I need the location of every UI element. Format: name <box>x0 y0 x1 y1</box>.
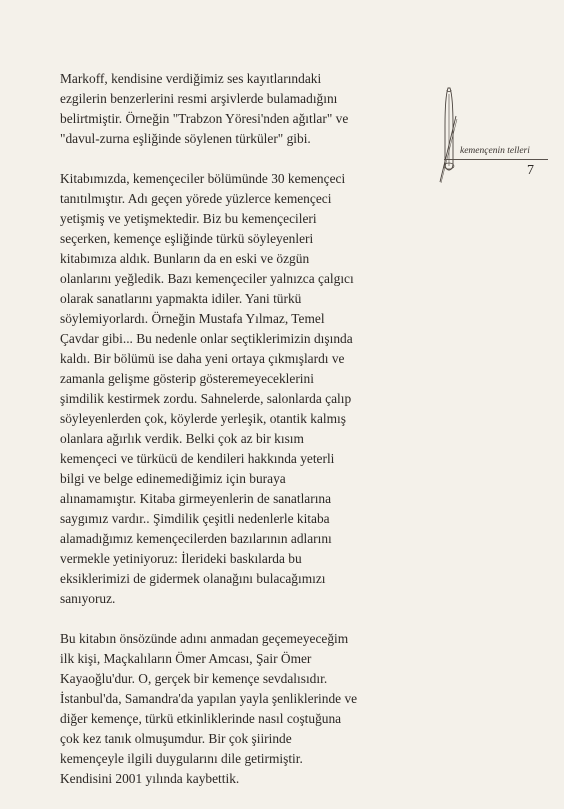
text-line: söylemiyorlardı. Örneğin Mustafa Yılmaz, Temel <box>60 311 325 326</box>
text-line: olanlarını yeğledik. Bazı kemençeciler yalnızca çalgıcı <box>60 271 354 286</box>
text-line: vermekle yetiniyoruz: İlerideki baskılarda bu <box>60 551 302 566</box>
header-rule <box>444 159 548 160</box>
text-line: Kitabımızda, kemençeciler bölümünde 30 kemençeci <box>60 171 346 186</box>
text-line: İstanbul'da, Samandra'da yapılan yayla şenliklerinde ve <box>60 691 358 706</box>
text-line: alınamamıştır. Kitaba girmeyenlerin de sanatlarına <box>60 491 332 506</box>
running-title: kemençenin telleri <box>460 146 530 156</box>
page-number: 7 <box>527 163 534 178</box>
kemence-instrument-icon <box>436 86 462 186</box>
text-line: belirtmiştir. Örneğin "Trabzon Yöresi'nden ağıtlar" ve <box>60 111 349 126</box>
paragraph <box>60 629 420 789</box>
text-line: bilgi ve belge edinemediğimiz için buraya <box>60 471 286 486</box>
body-text <box>60 69 420 809</box>
text-line: seçerken, kemençe eşliğinde türkü söyleyenleri <box>60 231 314 246</box>
text-line: kitabımıza aldık. Bunların da en eski ve özgün <box>60 251 310 266</box>
paragraph <box>60 169 420 609</box>
text-line: şimdilik kestirmek zordu. Sahnelerde, salonlarda çalıp <box>60 391 352 406</box>
text-line: ilk kişi, Maçkalıların Ömer Amcası, Şair Ömer <box>60 651 312 666</box>
text-line: eksiklerimizi de gidermek olanağını bulacağımızı <box>60 571 326 586</box>
text-line: saygımız vardır.. Şimdilik çeşitli nedenlerle kitaba <box>60 511 330 526</box>
text-line: çok kez tanık olmuşumdur. Bir çok şiirinde <box>60 731 292 746</box>
text-line: diğer kemençe, türkü etkinliklerinde nasıl coştuğuna <box>60 711 342 726</box>
text-line: söyleyenlerden çok, köylerde yerleşik, otantik kalmış <box>60 411 346 426</box>
paragraph <box>60 69 420 149</box>
text-line: sanıyoruz. <box>60 591 116 606</box>
text-line: tanıtılmıştır. Adı geçen yörede yüzlerce kemençeci <box>60 191 332 206</box>
text-line: "davul-zurna eşliğinde söylenen türküler" gibi. <box>60 131 311 146</box>
text-line: Kayaoğlu'dur. O, gerçek bir kemençe sevdalısıdır. <box>60 671 328 686</box>
text-line: zamanla gelişme gösterip gösteremeyeceklerini <box>60 371 314 386</box>
text-line: Çavdar gibi... Bu nedenle onlar seçtiklerimizin dışında <box>60 331 353 346</box>
text-line: Kendisini 2001 yılında kaybettik. <box>60 771 240 786</box>
text-line: olanlara ağırlık verdik. Belki çok az bir kısım <box>60 431 304 446</box>
text-line: kaldı. Bir bölümü ise daha yeni ortaya çıkmışlardı ve <box>60 351 345 366</box>
text-line: ezgilerin benzerlerini resmi arşivlerde bulamadığını <box>60 91 338 106</box>
text-line: yetişmiş ve yetişmektedir. Biz bu kemençecileri <box>60 211 317 226</box>
text-line: alamadığımız kemençecilerden bazılarının adlarını <box>60 531 332 546</box>
text-line: olarak sanatlarını yapmakta idiler. Yani türkü <box>60 291 302 306</box>
text-line: kemençeci ve türkücü de kendileri hakkında yeterli <box>60 451 335 466</box>
text-line: kemençeyle ilgili duygularını dile getirmiştir. <box>60 751 303 766</box>
text-line: Bu kitabın önsözünde adını anmadan geçemeyeceğim <box>60 631 349 646</box>
text-line: Markoff, kendisine verdiğimiz ses kayıtlarındaki <box>60 71 322 86</box>
